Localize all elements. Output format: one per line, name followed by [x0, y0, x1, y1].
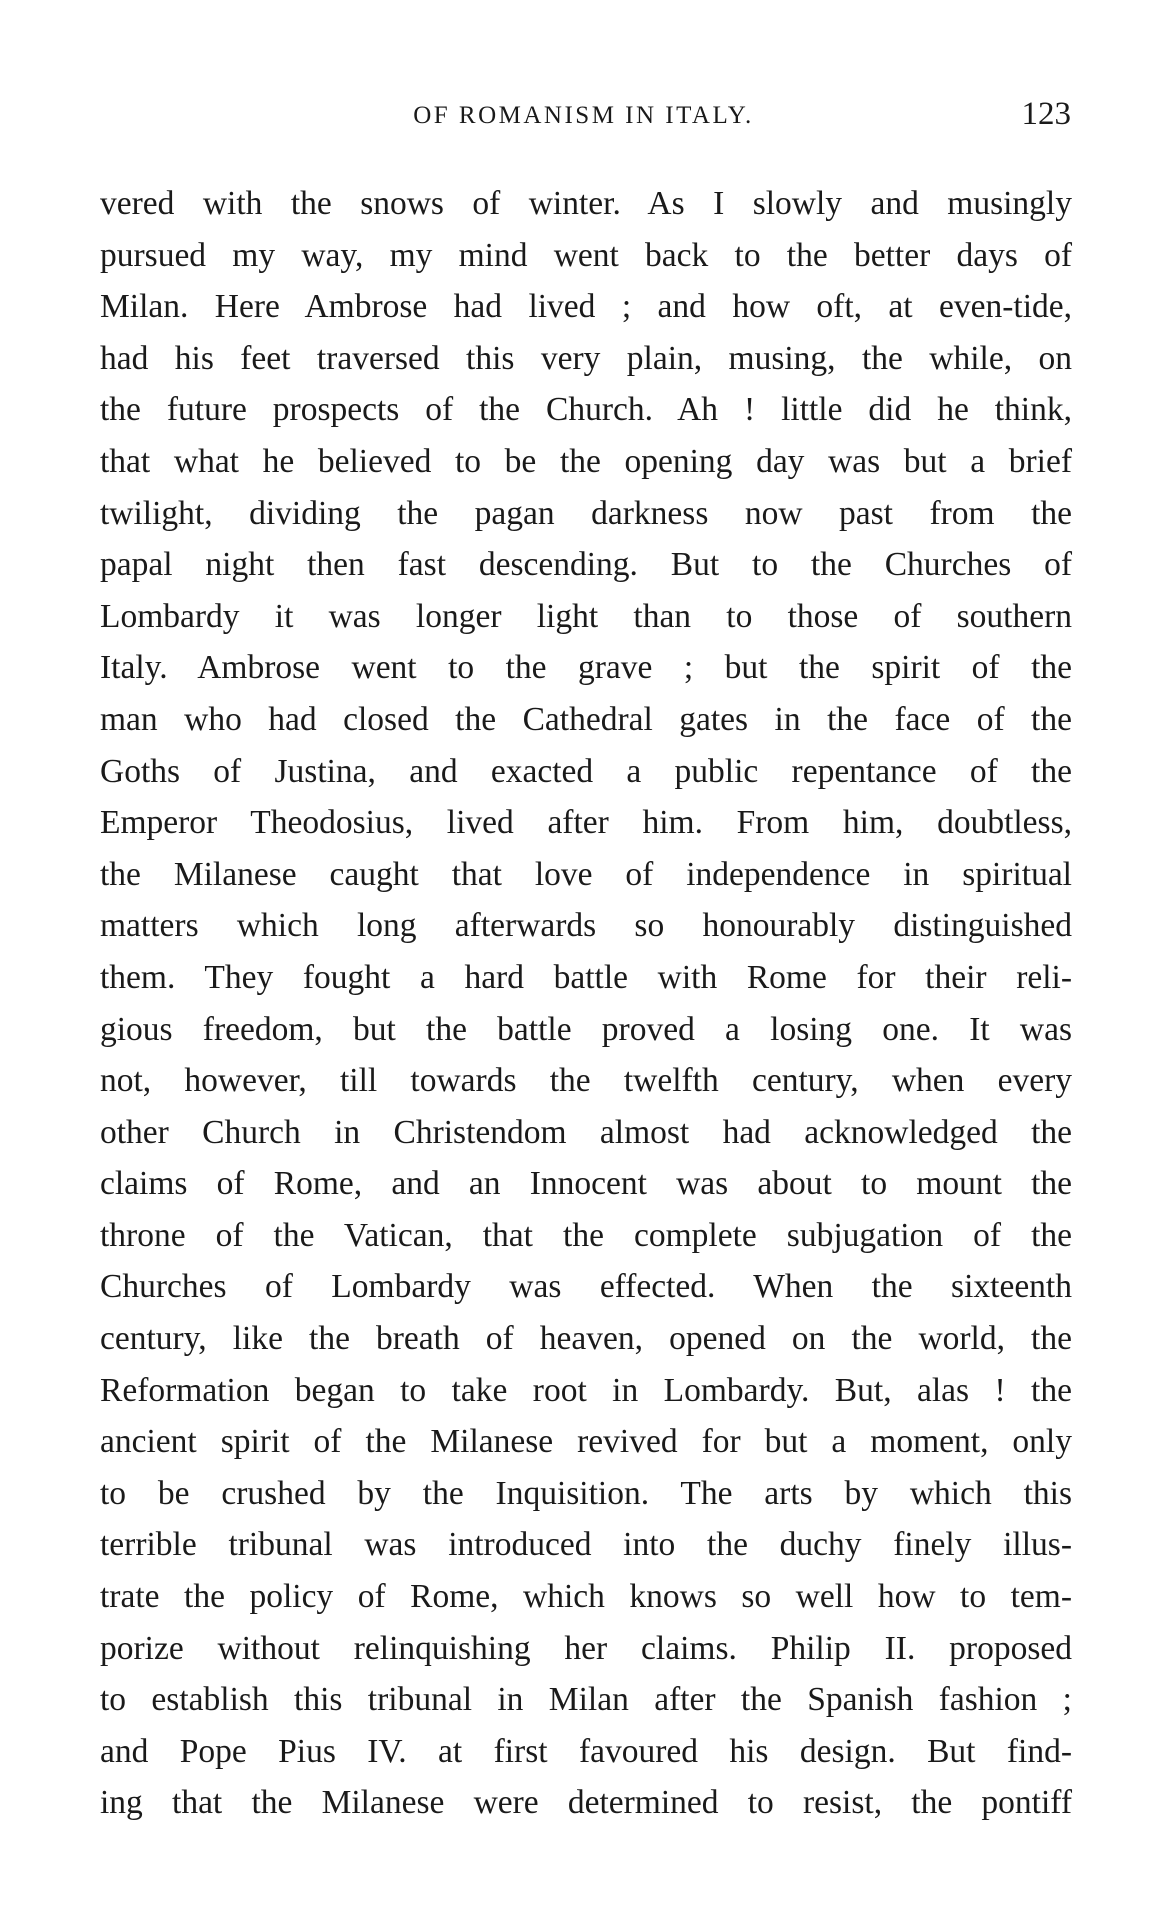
body-text	[100, 178, 1072, 1829]
text-line: other Church in Christendom almost had acknowledged the	[100, 1113, 1072, 1151]
text-line: had his feet traversed this very plain, musing, the while, on	[100, 339, 1072, 377]
text-line: porize without relinquishing her claims. Philip II. proposed	[100, 1629, 1072, 1667]
text-line: ing that the Milanese were determined to resist, the pontiff	[100, 1784, 1072, 1822]
text-line: Goths of Justina, and exacted a public repentance of the	[100, 752, 1072, 790]
text-line: matters which long afterwards so honourably distinguished	[100, 907, 1072, 945]
running-head	[96, 96, 1071, 136]
text-line: vered with the snows of winter. As I slowly and musingly	[100, 185, 1072, 222]
text-line: century, like the breath of heaven, opened on the world, the	[100, 1320, 1072, 1358]
text-line: pursued my way, my mind went back to the better days of	[100, 236, 1072, 274]
text-line: papal night then fast descending. But to the Churches of	[100, 546, 1072, 584]
text-line: Emperor Theodosius, lived after him. From him, doubtless,	[100, 804, 1072, 842]
text-line: that what he believed to be the opening day was but a brief	[100, 442, 1072, 480]
running-title: OF ROMANISM IN ITALY.	[413, 102, 754, 129]
text-line: Italy. Ambrose went to the grave ; but the spirit of the	[100, 649, 1072, 687]
text-line: man who had closed the Cathedral gates in the face of the	[100, 700, 1072, 738]
text-line: to be crushed by the Inquisition. The arts by which this	[100, 1474, 1072, 1512]
text-line: Lombardy it was longer light than to those of southern	[100, 597, 1072, 635]
text-line: Reformation began to take root in Lombardy. But, alas ! the	[100, 1371, 1072, 1409]
text-line: claims of Rome, and an Innocent was about to mount the	[100, 1165, 1072, 1203]
text-line: throne of the Vatican, that the complete subjugation of the	[100, 1216, 1072, 1254]
text-line: Churches of Lombardy was effected. When the sixteenth	[100, 1268, 1072, 1306]
text-line: trate the policy of Rome, which knows so well how to tem-	[100, 1578, 1072, 1616]
text-line: gious freedom, but the battle proved a losing one. It was	[100, 1010, 1072, 1048]
text-line: them. They fought a hard battle with Rome for their reli-	[100, 958, 1072, 996]
text-line: not, however, till towards the twelfth century, when every	[100, 1062, 1072, 1100]
page-number: 123	[1021, 96, 1071, 132]
text-line: Milan. Here Ambrose had lived ; and how oft, at even-tide,	[100, 288, 1072, 326]
text-line: to establish this tribunal in Milan after the Spanish fashion ;	[100, 1681, 1072, 1719]
text-line: the future prospects of the Church. Ah ! little did he think,	[100, 391, 1072, 429]
text-line: the Milanese caught that love of independence in spiritual	[100, 855, 1072, 893]
text-line: ancient spirit of the Milanese revived for but a moment, only	[100, 1423, 1072, 1461]
text-line: and Pope Pius IV. at first favoured his design. But find-	[100, 1732, 1072, 1770]
text-line: terrible tribunal was introduced into the duchy finely illus-	[100, 1526, 1072, 1564]
text-line: twilight, dividing the pagan darkness now past from the	[100, 494, 1072, 532]
